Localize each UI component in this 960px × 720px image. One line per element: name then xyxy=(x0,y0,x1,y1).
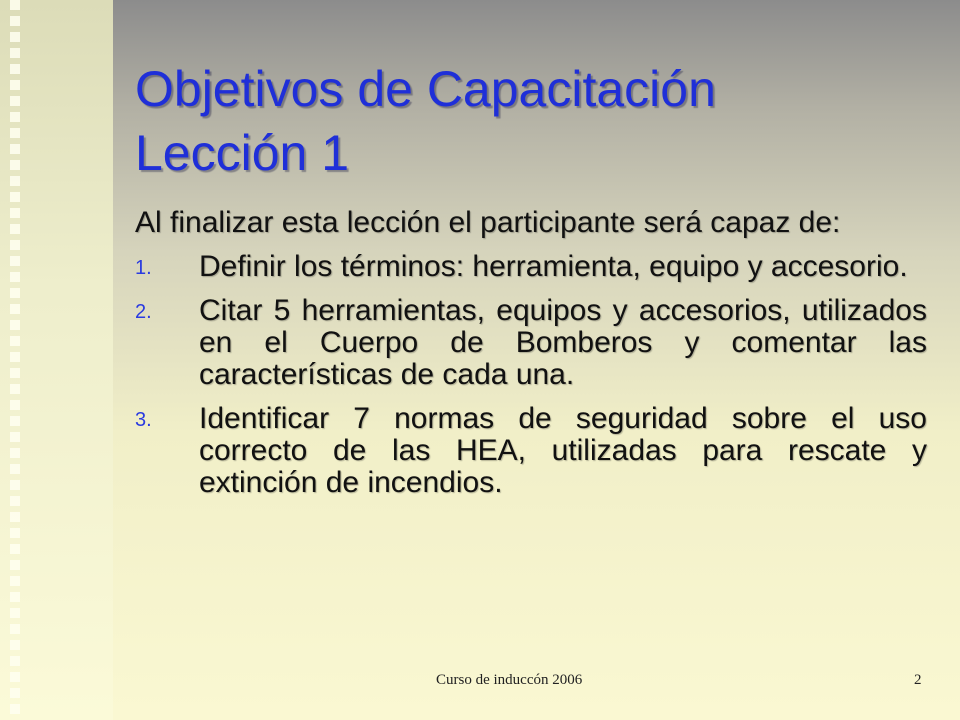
slide-title-line-1: Objetivos de Capacitación xyxy=(135,61,716,117)
objective-text: Citar 5 herramientas, equipos y accesorios, utilizados en el Cuerpo de Bomberos y comentar las características de cada una. xyxy=(199,294,927,391)
intro-text: Al finalizar esta lección el participante será capaz de: xyxy=(135,206,841,239)
objectives-list xyxy=(135,251,927,499)
objective-item-1 xyxy=(135,251,927,283)
objective-number: 2. xyxy=(135,301,152,323)
objective-number: 3. xyxy=(135,409,152,431)
objective-text: Identificar 7 normas de seguridad sobre el uso correcto de las HEA, utilizadas para rescate y extinción de incendios. xyxy=(199,402,927,499)
page-number: 2 xyxy=(914,672,922,688)
footer-text: Curso de induccón 2006 xyxy=(436,672,583,688)
objective-text: Definir los términos: herramienta, equipo y accesorio. xyxy=(199,250,908,283)
objective-number: 1. xyxy=(135,257,152,279)
objective-item-3 xyxy=(135,403,927,499)
objective-item-2 xyxy=(135,295,927,391)
decorative-squares xyxy=(10,0,24,720)
slide-title xyxy=(135,57,935,185)
slide-content xyxy=(135,207,927,511)
slide-title-line-2: Lección 1 xyxy=(135,125,350,181)
decorative-side-strip xyxy=(0,0,113,720)
